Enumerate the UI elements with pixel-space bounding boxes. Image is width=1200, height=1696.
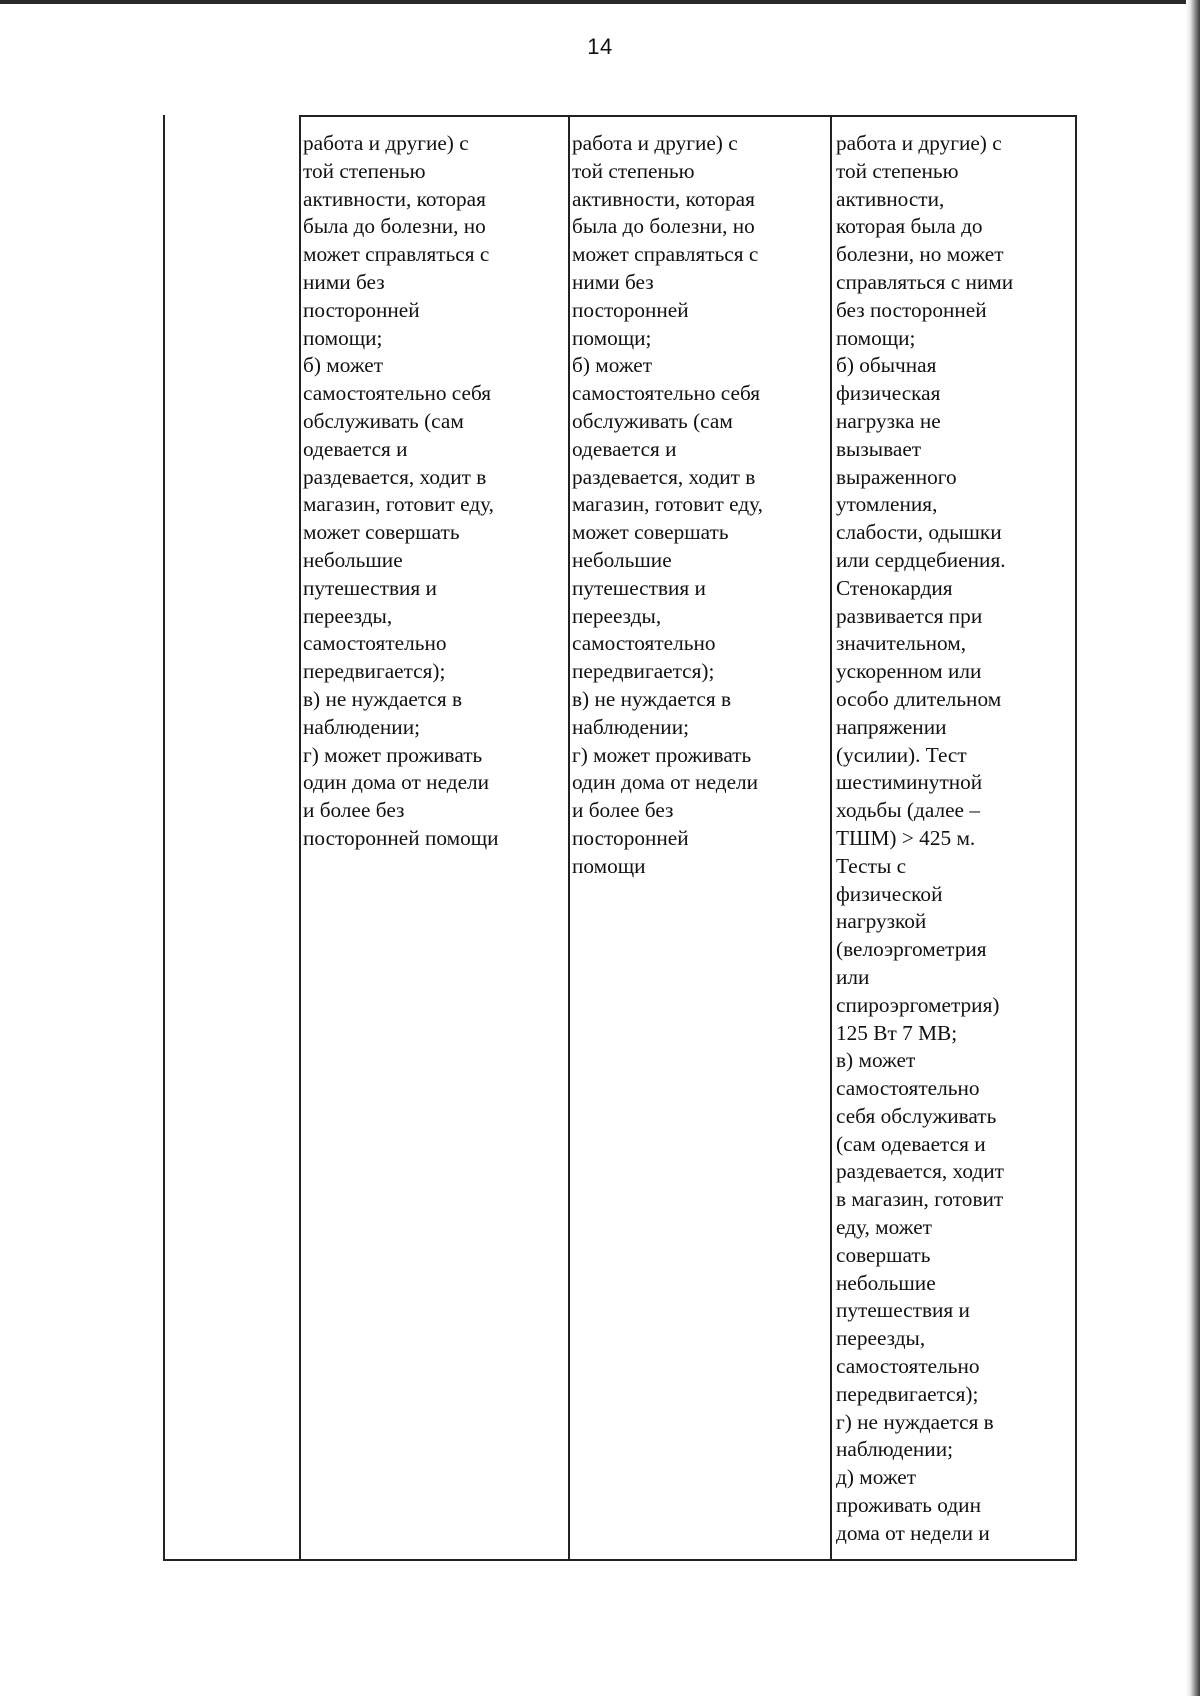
cell-text-line: самостоятельно <box>836 1076 980 1101</box>
cell-text-line: передвигается); <box>836 1381 979 1406</box>
cell-text-line: физической <box>836 881 943 906</box>
cell-text-line: нагрузкой <box>836 909 927 934</box>
table-border-right <box>1075 115 1077 1561</box>
cell-text-line: самостоятельно <box>572 631 716 656</box>
cell-text-line: самостоятельно себя <box>572 381 761 406</box>
cell-text-line: д) может <box>836 1465 917 1490</box>
cell-text-line: справляться с ними <box>836 269 1014 294</box>
cell-text-line: путешествия и <box>303 575 437 600</box>
cell-text-line: б) может <box>303 353 384 378</box>
cell-text-line: помощи; <box>303 325 383 350</box>
cell-text-line: в) не нуждается в <box>303 686 463 711</box>
cell-text-line: (усилии). Тест <box>836 742 967 767</box>
cell-text-line: помощи; <box>836 325 916 350</box>
table-cell-column-2 <box>572 130 794 881</box>
cell-text-line: один дома от недели <box>572 770 759 795</box>
cell-text-line: самостоятельно <box>836 1354 980 1379</box>
cell-text-line: физическая <box>836 381 941 406</box>
table-cell-column-1 <box>303 130 531 853</box>
cell-text-line: может совершать <box>572 520 729 545</box>
cell-text-line: и более без <box>572 798 674 823</box>
cell-text-line: слабости, одышки <box>836 520 1002 545</box>
cell-text-line: г) может проживать <box>572 742 752 767</box>
cell-text-line: работа и другие) с <box>303 131 469 155</box>
cell-text-line: ТШМ) > 425 м. <box>836 825 976 850</box>
cell-text-line: раздевается, ходит в <box>572 464 756 489</box>
cell-text-line: в) не нуждается в <box>572 686 732 711</box>
cell-text-line: может справляться с <box>572 242 759 267</box>
cell-text-line: активности, которая <box>303 186 486 211</box>
cell-text-line: значительном, <box>836 631 967 656</box>
cell-text-line: работа и другие) с <box>836 131 1002 155</box>
cell-text-line: проживать один <box>836 1493 981 1518</box>
cell-text-line: или сердцебиения. <box>836 547 1006 572</box>
cell-text-line: спироэргометрия) <box>836 992 1000 1017</box>
cell-text-line: в магазин, готовит <box>836 1187 1004 1212</box>
cell-text-line: была до болезни, но <box>572 214 755 239</box>
cell-text-line: переезды, <box>836 1326 926 1351</box>
cell-text-line: нагрузка не <box>836 408 941 433</box>
cell-text-line: б) обычная <box>836 353 937 378</box>
cell-text-line: активности, <box>836 186 945 211</box>
cell-text-line: и более без <box>303 798 405 823</box>
scan-edge-right <box>1186 0 1200 1696</box>
cell-text-line: шестиминутной <box>836 770 983 795</box>
cell-text-line: путешествия и <box>572 575 706 600</box>
cell-text-line: вызывает <box>836 436 922 461</box>
cell-text-line: которая была до <box>836 214 983 239</box>
cell-text-line: ускоренном или <box>836 659 982 684</box>
cell-text-line: себя обслуживать <box>836 1103 997 1128</box>
table-divider-1 <box>299 115 301 1561</box>
cell-text-line: (сам одевается и <box>836 1131 986 1156</box>
cell-text-line: ними без <box>303 269 385 294</box>
cell-text-line: Стенокардия <box>836 575 953 600</box>
cell-text-line: посторонней <box>572 297 689 322</box>
cell-text-line: совершать <box>836 1242 931 1267</box>
cell-text-line: развивается при <box>836 603 983 628</box>
cell-text-line: ходьбы (далее – <box>836 798 980 823</box>
table-border-left <box>163 115 165 1561</box>
cell-text-line: или <box>836 964 870 989</box>
cell-text-line: наблюдении; <box>572 714 690 739</box>
cell-text-line: г) может проживать <box>303 742 483 767</box>
cell-text-line: небольшие <box>572 547 672 572</box>
cell-text-line: работа и другие) с <box>572 131 738 155</box>
cell-text-line: помощи; <box>572 325 652 350</box>
cell-text-line: обслуживать (сам <box>303 408 464 433</box>
cell-text-line: может справляться с <box>303 242 490 267</box>
cell-text-line: выраженного <box>836 464 957 489</box>
table-divider-2 <box>568 115 570 1561</box>
cell-text-line: раздевается, ходит <box>836 1159 1004 1184</box>
cell-text-line: может совершать <box>303 520 460 545</box>
cell-text-line: утомления, <box>836 492 938 517</box>
cell-text-line: 125 Вт 7 МВ; <box>836 1020 958 1045</box>
cell-text-line: Тесты с <box>836 853 907 878</box>
cell-text-line: раздевается, ходит в <box>303 464 487 489</box>
table-cell-column-3 <box>836 130 1040 1548</box>
cell-text-line: наблюдении; <box>836 1437 954 1462</box>
scan-edge-top <box>0 0 1200 4</box>
cell-text-line: той степенью <box>303 158 426 183</box>
cell-text-line: передвигается); <box>303 659 446 684</box>
cell-text-line: особо длительном <box>836 686 1002 711</box>
cell-text-line: путешествия и <box>836 1298 970 1323</box>
cell-text-line: посторонней <box>572 825 689 850</box>
cell-text-line: небольшие <box>836 1270 936 1295</box>
cell-text-line: активности, которая <box>572 186 755 211</box>
cell-text-line: самостоятельно себя <box>303 381 492 406</box>
cell-text-line: переезды, <box>572 603 662 628</box>
page-number: 14 <box>587 34 613 59</box>
cell-text-line: магазин, готовит еду, <box>303 492 495 517</box>
cell-text-line: самостоятельно <box>303 631 447 656</box>
cell-text-line: передвигается); <box>572 659 715 684</box>
cell-text-line: ними без <box>572 269 654 294</box>
cell-text-line: г) не нуждается в <box>836 1409 994 1434</box>
cell-text-line: напряжении <box>836 714 947 739</box>
cell-text-line: один дома от недели <box>303 770 490 795</box>
cell-text-line: посторонней помощи <box>303 825 499 850</box>
cell-text-line: посторонней <box>303 297 420 322</box>
cell-text-line: небольшие <box>303 547 403 572</box>
cell-text-line: магазин, готовит еду, <box>572 492 764 517</box>
cell-text-line: помощи <box>572 853 646 878</box>
cell-text-line: переезды, <box>303 603 393 628</box>
cell-text-line: б) может <box>572 353 653 378</box>
cell-text-line: (велоэргометрия <box>836 937 987 962</box>
table-divider-3 <box>830 115 832 1561</box>
cell-text-line: в) может <box>836 1048 916 1073</box>
cell-text-line: обслуживать (сам <box>572 408 733 433</box>
cell-text-line: одевается и <box>303 436 408 461</box>
cell-text-line: той степенью <box>836 158 959 183</box>
cell-text-line: наблюдении; <box>303 714 421 739</box>
cell-text-line: той степенью <box>572 158 695 183</box>
cell-text-line: была до болезни, но <box>303 214 486 239</box>
cell-text-line: без посторонней <box>836 297 987 322</box>
table-border-top <box>299 115 1076 117</box>
cell-text-line: еду, может <box>836 1215 932 1240</box>
cell-text-line: одевается и <box>572 436 677 461</box>
cell-text-line: болезни, но может <box>836 242 1004 267</box>
cell-text-line: дома от недели и <box>836 1520 990 1545</box>
